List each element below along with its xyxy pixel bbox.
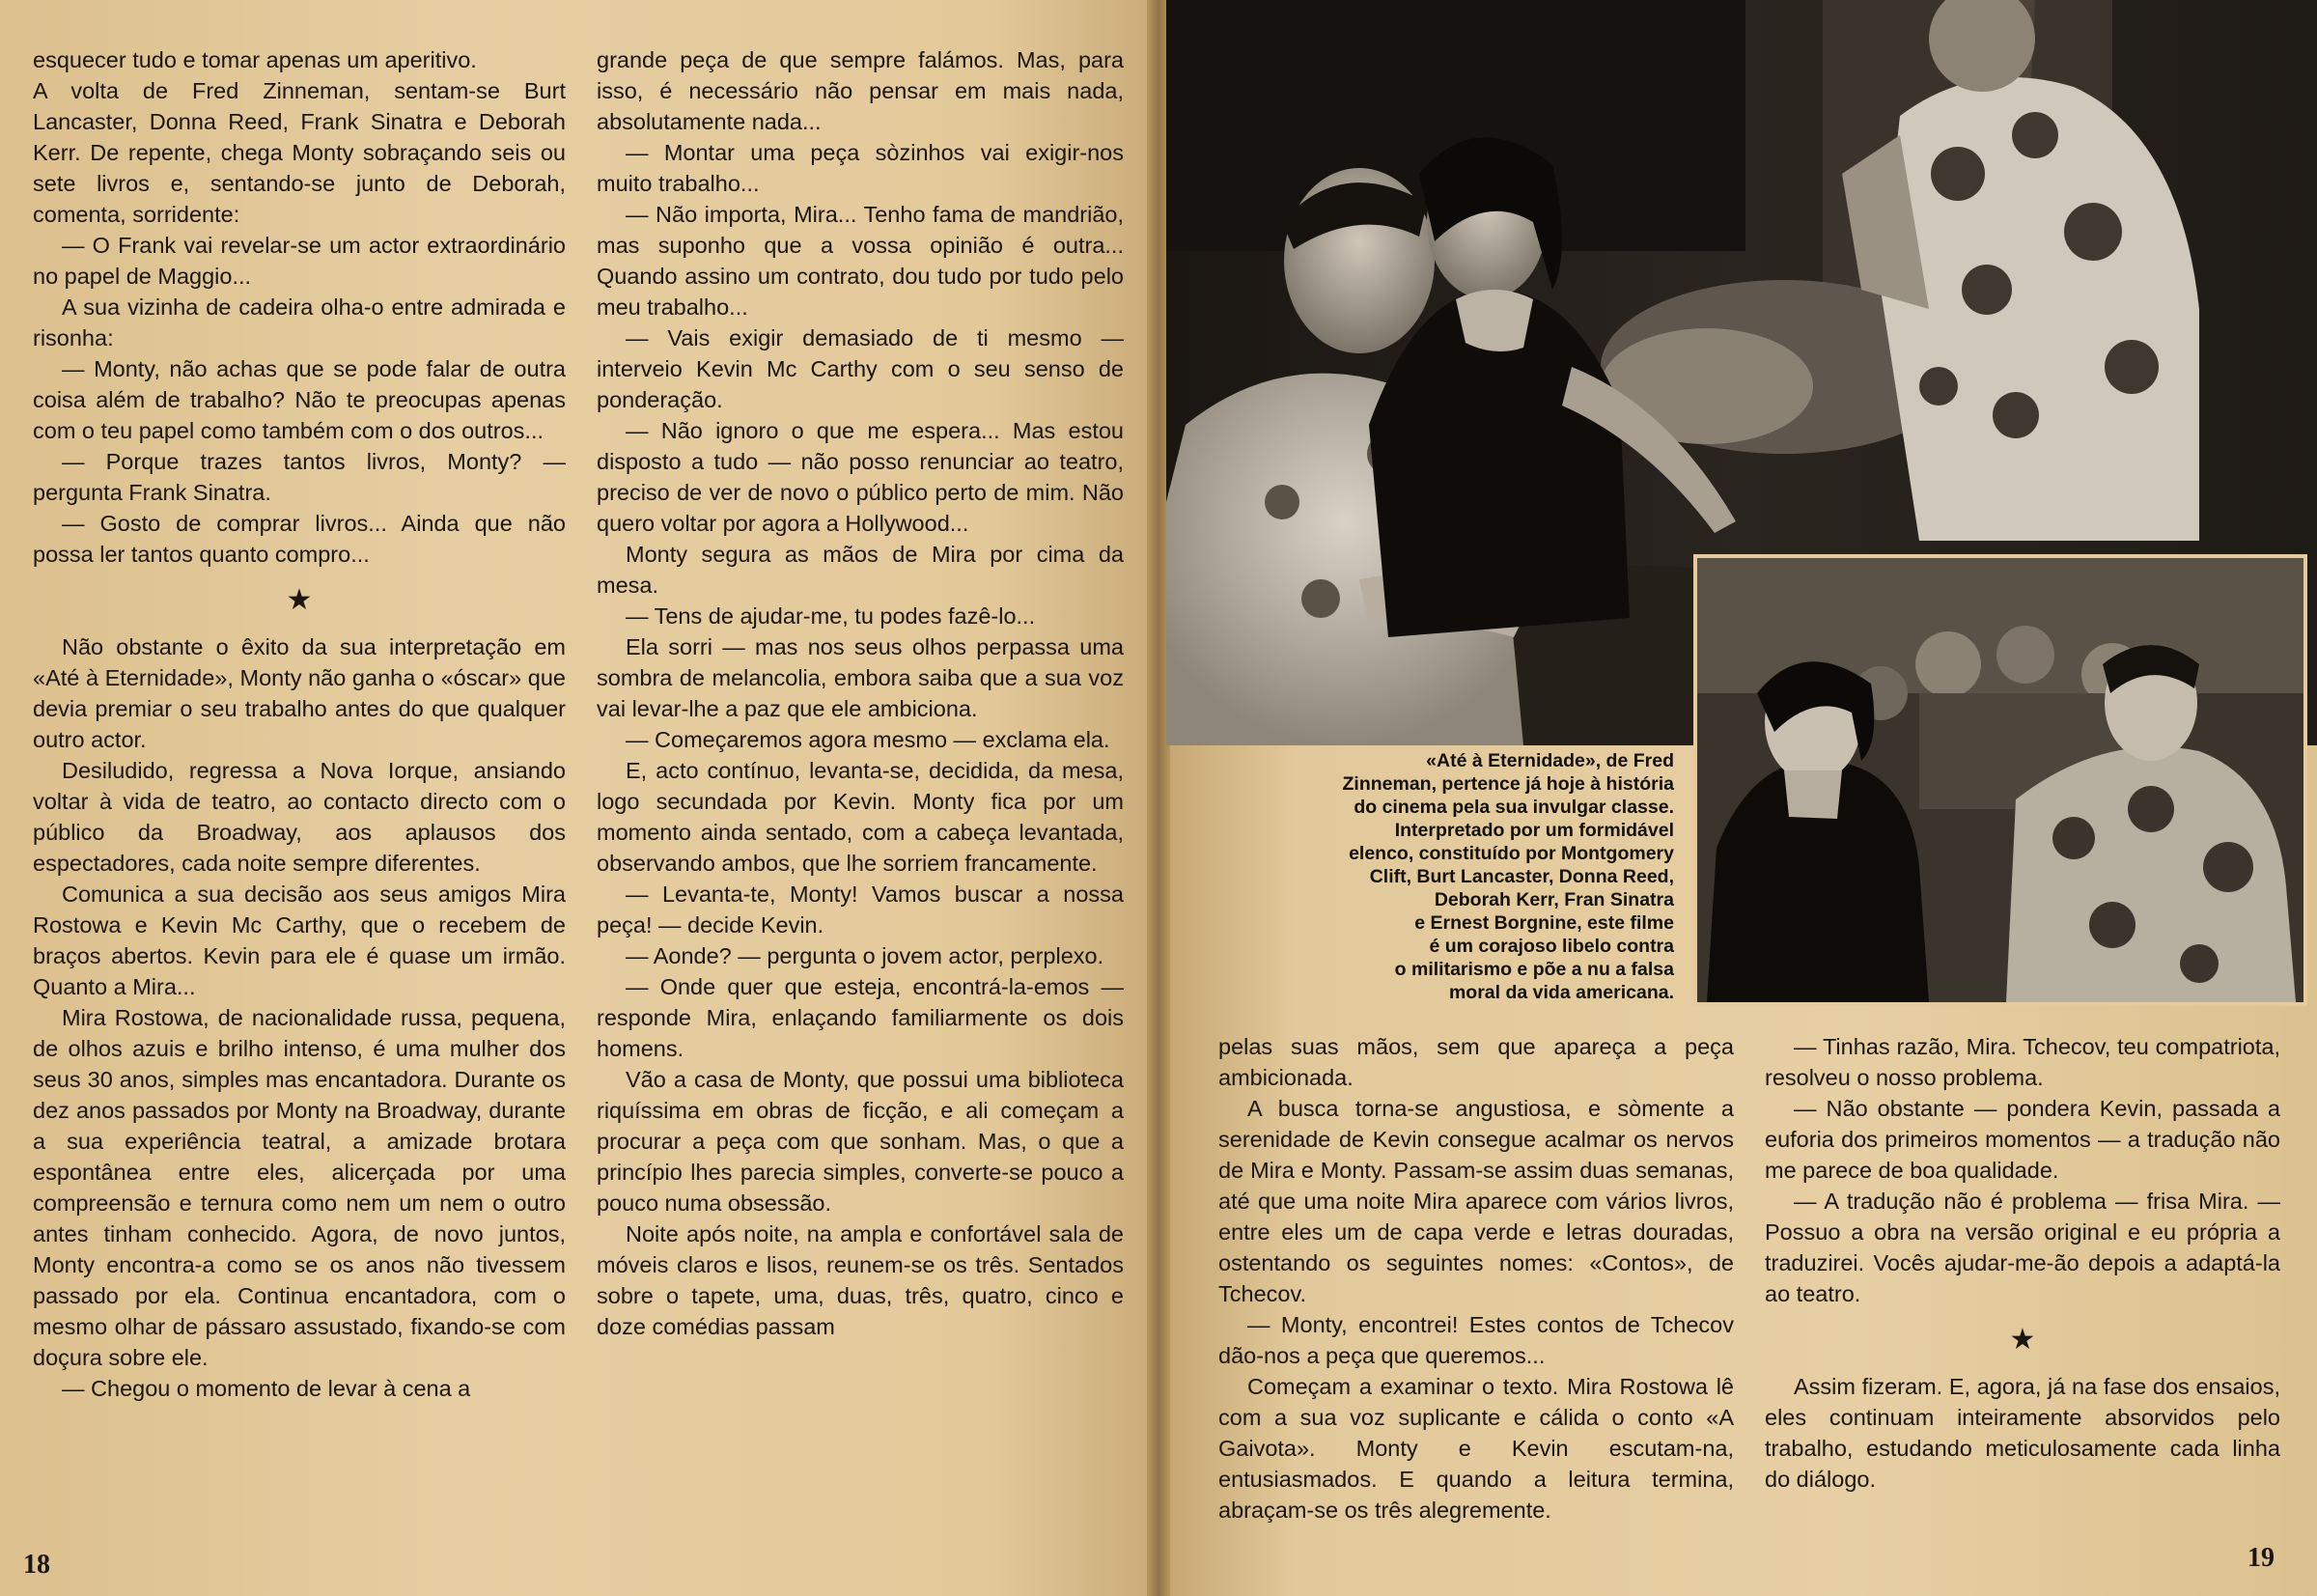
paragraph: — Porque trazes tantos livros, Monty? — pergunta Frank Sinatra. <box>33 449 566 505</box>
paragraph: Começam a examinar o texto. Mira Rostowa lê com a sua voz suplicante e cálida o conto «A Gaivota». Monty e Kevin escutam-na, entusiasmados. E quando a leitura termina, abraçam-se os três alegremente. <box>1218 1374 1734 1523</box>
caption-line: e Ernest Borgnine, este filme <box>1414 912 1674 934</box>
paragraph: — Monty, encontrei! Estes contos de Tchecov dão-nos a peça que queremos... <box>1218 1312 1734 1368</box>
page-number-right: 19 <box>2247 1543 2275 1573</box>
paragraph: Noite após noite, na ampla e confortável sala de móveis claros e lisos, reunem-se os três. Sentados sobre o tapete, uma, duas, três, quatro, cinco e doze comédias passam <box>597 1221 1124 1339</box>
caption-line: Zinneman, pertence já hoje à história <box>1342 773 1674 795</box>
paragraph: Comunica a sua decisão aos seus amigos Mira Rostowa e Kevin Mc Carthy, que o recebem de braços abertos. Kevin para ele é quase um irmão. Quanto a Mira... <box>33 882 566 999</box>
paragraph: — Monty, não achas que se pode falar de outra coisa além de trabalho? Não te preocupas apenas com o teu papel como também com o dos outros... <box>33 356 566 443</box>
left-page-column-1 <box>33 44 566 1404</box>
caption-line: elenco, constituído por Montgomery <box>1349 843 1674 864</box>
paragraph: — Não obstante — pondera Kevin, passada a euforia dos primeiros momentos — a tradução não me parece de boa qualidade. <box>1765 1096 2280 1183</box>
paragraph: — Levanta-te, Monty! Vamos buscar a nossa peça! — decide Kevin. <box>597 882 1124 938</box>
paragraph: — Aonde? — pergunta o jovem actor, perplexo. <box>626 943 1104 968</box>
paragraph: A sua vizinha de cadeira olha-o entre admirada e risonha: <box>33 294 566 350</box>
caption-line: do cinema pela sua invulgar classe. <box>1354 797 1674 818</box>
paragraph: — Gosto de comprar livros... Ainda que não possa ler tantos quanto compro... <box>33 511 566 567</box>
paragraph: A volta de Fred Zinneman, sentam-se Burt Lancaster, Donna Reed, Frank Sinatra e Deborah Kerr. De repente, chega Monty sobraçando seis ou sete livros e, sentando-se junto de Deborah, comenta, sorridente: <box>33 78 566 227</box>
paragraph: Assim fizeram. E, agora, já na fase dos ensaios, eles continuam inteiramente absorvidos pelo trabalho, estudando meticulosamente cada linha do diálogo. <box>1765 1374 2280 1492</box>
caption-line: é um corajoso libelo contra <box>1429 936 1674 957</box>
section-divider-star: ★ <box>286 584 313 616</box>
paragraph: esquecer tudo e tomar apenas um aperitivo. <box>33 47 477 72</box>
paragraph: grande peça de que sempre falámos. Mas, para isso, é necessário não pensar em mais nada, absolutamente nada... <box>597 47 1124 134</box>
paragraph: — Não ignoro o que me espera... Mas estou disposto a tudo — não posso renunciar ao teatro, preciso de ver de novo o público perto de mim. Não quero voltar por agora a Hollywood... <box>597 418 1124 536</box>
paragraph: — Tinhas razão, Mira. Tchecov, teu compatriota, resolveu o nosso problema. <box>1765 1034 2280 1090</box>
paragraph: Monty segura as mãos de Mira por cima da mesa. <box>597 542 1124 598</box>
paragraph: — Vais exigir demasiado de ti mesmo — interveio Kevin Mc Carthy com o seu senso de ponderação. <box>597 325 1124 412</box>
caption-line: Deborah Kerr, Fran Sinatra <box>1434 889 1674 910</box>
photo-caption <box>1220 749 1674 1004</box>
paragraph: — Começaremos agora mesmo — exclama ela. <box>626 727 1110 752</box>
paragraph: Vão a casa de Monty, que possui uma biblioteca riquíssima em obras de ficção, e ali começam a procurar a peça com que sonham. Mas, o que a princípio lhes parecia simples, converte-se pouco a pouco numa obsessão. <box>597 1067 1124 1216</box>
paragraph: Desiludido, regressa a Nova Iorque, ansiando voltar à vida de teatro, ao contacto directo com o público da Broadway, aos aplausos dos espectadores, cada noite sempre diferentes. <box>33 758 566 876</box>
paragraph: — Não importa, Mira... Tenho fama de mandrião, mas suponho que a vossa opinião é outra... Quando assino um contrato, dou tudo por tudo pelo meu trabalho... <box>597 202 1124 320</box>
paragraph: — O Frank vai revelar-se um actor extraordinário no papel de Maggio... <box>33 233 566 289</box>
paragraph: — Chegou o momento de levar à cena a <box>62 1376 471 1401</box>
caption-line: moral da vida americana. <box>1448 982 1674 1003</box>
left-page-column-2 <box>597 44 1124 1342</box>
section-divider-star: ★ <box>2009 1324 2036 1356</box>
paragraph: Não obstante o êxito da sua interpretação em «Até à Eternidade», Monty não ganha o «óscar» que devia premiar o seu trabalho antes do que qualquer outro actor. <box>33 634 566 752</box>
paragraph: A busca torna-se angustiosa, e sòmente a serenidade de Kevin consegue acalmar os nervos de Mira e Monty. Passam-se assim duas semanas, até que uma noite Mira aparece com vários livros, entre eles um de capa verde e letras douradas, ostentando os seguintes nomes: «Contos», de Tchecov. <box>1218 1096 1734 1306</box>
paragraph: — Tens de ajudar-me, tu podes fazê-lo... <box>626 603 1036 629</box>
paragraph: — Onde quer que esteja, encontrá-la-emos — responde Mira, enlaçando familiarmente os dois homens. <box>597 974 1124 1061</box>
paragraph: Ela sorri — mas nos seus olhos perpassa uma sombra de melancolia, embora saiba que a sua voz vai levar-lhe a paz que ele ambiciona. <box>597 634 1124 721</box>
paragraph: Mira Rostowa, de nacionalidade russa, pequena, de olhos azuis e brilho intenso, é uma mulher dos seus 30 anos, simples mas encantadora. Durante os dez anos passados por Monty na Broadway, durante a sua experiência teatral, a amizade brotara espontânea entre eles, alicerçada por uma compreensão e ternura como nem um nem o outro antes tinham conhecido. Agora, de novo juntos, Monty encontra-a como se os anos não tivessem passado por ela. Continua encantadora, com o mesmo olhar de pássaro assustado, fixando-se com doçura sobre ele. <box>33 1005 566 1370</box>
film-still-inset <box>1693 554 2307 1006</box>
paragraph: — A tradução não é problema — frisa Mira. — Possuo a obra na versão original e eu própria a traduzirei. Vocês ajudar-me-ão depois a adaptá-la ao teatro. <box>1765 1189 2280 1306</box>
right-page-column-2 <box>1765 1031 2280 1495</box>
right-page-column-1 <box>1218 1031 1734 1526</box>
caption-line: o militarismo e põe a nu a falsa <box>1394 959 1674 980</box>
paragraph: pelas suas mãos, sem que apareça a peça ambicionada. <box>1218 1034 1734 1090</box>
paragraph: — Montar uma peça sòzinhos vai exigir-nos muito trabalho... <box>597 140 1124 196</box>
caption-line: «Até à Eternidade», de Fred <box>1426 750 1674 771</box>
paragraph: E, acto contínuo, levanta-se, decidida, da mesa, logo secundada por Kevin. Monty fica por um momento ainda sentado, com a cabeça levantada, observando ambos, que lhe sorriem francamente. <box>597 758 1124 876</box>
page-number-left: 18 <box>23 1550 50 1580</box>
caption-line: Clift, Burt Lancaster, Donna Reed, <box>1369 866 1674 887</box>
caption-line: Interpretado por um formidável <box>1394 820 1674 841</box>
